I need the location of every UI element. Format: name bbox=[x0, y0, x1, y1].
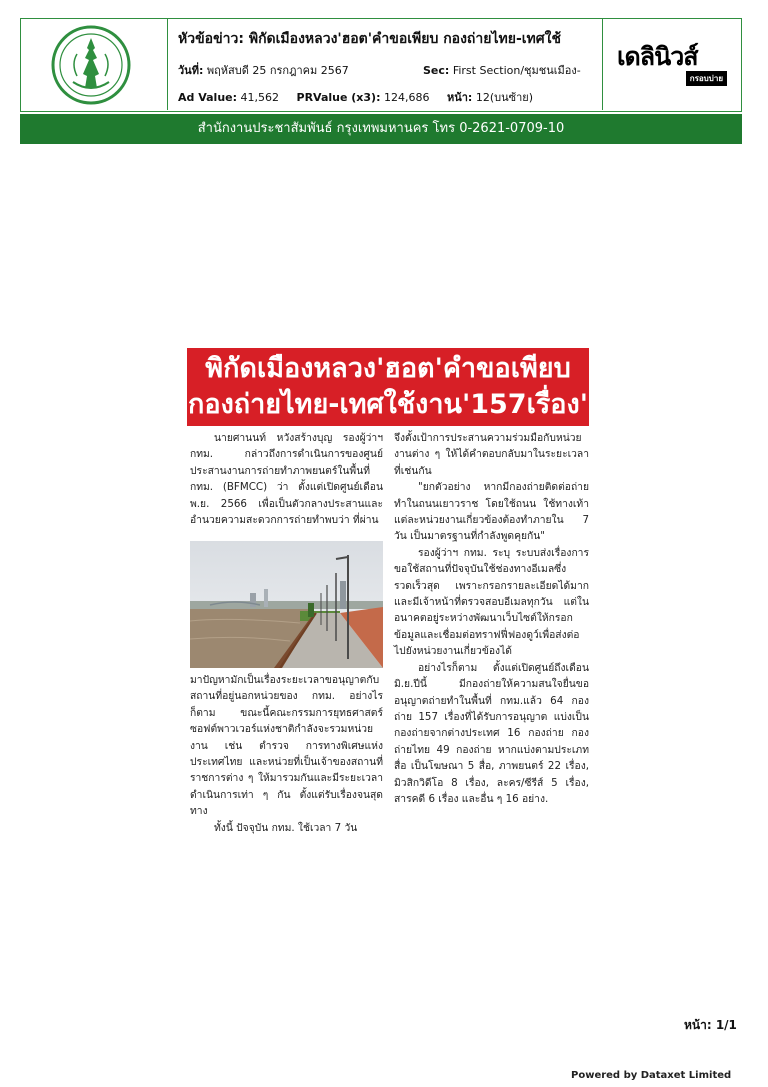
pr-value: 124,686 bbox=[383, 91, 430, 104]
article-title bbox=[187, 348, 589, 426]
pr-value-label: PRValue (x3): bbox=[296, 91, 381, 104]
section-info bbox=[423, 61, 581, 79]
title-line-1: พิกัดเมืองหลวง'ฮอต'คำขอเพียบ bbox=[205, 353, 571, 384]
page-number: หน้า: 1/1 bbox=[684, 1018, 737, 1032]
ad-value: 41,562 bbox=[240, 91, 280, 104]
brand-cell bbox=[602, 19, 741, 110]
headline-text: พิกัดเมืองหลวง'ฮอต'คำขอเพียบ กองถ่ายไทย-เทศใช้ bbox=[248, 31, 561, 47]
riverside-photo bbox=[190, 541, 383, 668]
paragraph: "ยกตัวอย่าง หากมีกองถ่ายติดต่อถ่ายทำในถนนเยาวราช โดยใช้ถนน ใช้ทางเท้า แต่ละหน่วยงานเกี่ยวข้องต้องทำภายใน 7 วัน เป็นมาตรฐานที่กำลังพูดคุยกัน" bbox=[394, 481, 589, 543]
value-row bbox=[178, 88, 533, 106]
right-column bbox=[394, 430, 589, 807]
clipping-header bbox=[20, 18, 742, 112]
bma-logo-cell bbox=[21, 19, 168, 110]
dailynews-logo bbox=[617, 43, 727, 89]
section-label: Sec: bbox=[423, 64, 450, 77]
paragraph: จึงตั้งเป้าการประสานความร่วมมือกับหน่วยงานต่าง ๆ ให้ได้คำตอบกลับมาในระยะเวลาที่เช่นกัน bbox=[394, 432, 589, 477]
headline-row bbox=[178, 28, 602, 50]
ad-value-label: Ad Value: bbox=[178, 91, 238, 104]
river-walkway-image bbox=[190, 541, 383, 668]
paragraph: มาปัญหามักเป็นเรื่องระยะเวลาขอนุญาตกับสถานที่อยู่นอกหน่วยของ กทม. อย่างไรก็ตาม ขณะนี้คณะกรรมการยุทธศาสตร์ซอฟต์พาวเวอร์แห่งชาติกำลังจะรวมหน่วยงาน เช่น ตำรวจ การทางพิเศษแห่งประเทศไทย และหน่วยที่เป็นเจ้าของสถานที่ราชการต่าง ๆ ให้มารวมกันและมีระยะเวลาดำเนินการเท่า ๆ กัน ตั้งแต่รับเรื่องจนสุดทาง bbox=[190, 674, 383, 818]
title-line-2: กองถ่ายไทย-เทศใช้งาน'157เรื่อง' bbox=[188, 389, 588, 420]
page-value: 12(บนซ้าย) bbox=[475, 91, 534, 104]
section-value: First Section/ชุมชนเมือง- bbox=[452, 64, 581, 77]
paragraph: ทั้งนี้ ปัจจุบัน กทม. ใช้เวลา 7 วัน bbox=[214, 821, 358, 834]
page-label: หน้า: bbox=[446, 91, 473, 104]
left-column-bottom bbox=[190, 672, 383, 836]
headline-label: หัวข้อข่าว: bbox=[178, 31, 244, 47]
paragraph: อย่างไรก็ตาม ตั้งแต่เปิดศูนย์ถึงเดือน มิ.ย.ปีนี้ มีกองถ่ายให้ความสนใจยื่นขออนุญาตถ่ายทำในพื้นที่ กทม.แล้ว 64 กองถ่าย 157 เรื่องที่ได้รับการอนุญาต แบ่งเป็น กองถ่ายจากต่างประเทศ 16 กองถ่าย กองถ่ายไทย 49 กองถ่าย หากแบ่งตามประเภทสื่อ เป็นโฆษณา 5 สื่อ, ภาพยนตร์ 22 เรื่อง, มิวสิกวิดีโอ 8 เรื่อง, ละคร/ซีรีส์ 5 เรื่อง, สารคดี 6 เรื่อง และอื่น ๆ 16 อย่าง. bbox=[394, 661, 589, 805]
brand-name: เดลินิวส์ bbox=[617, 42, 698, 71]
powered-by: Powered by Dataxet Limited bbox=[571, 1070, 732, 1081]
date-row bbox=[178, 61, 602, 79]
date-label: วันที่: bbox=[178, 64, 204, 77]
left-column-top bbox=[190, 430, 383, 538]
brand-tag: กรอบบ่าย bbox=[686, 71, 727, 86]
date-value: พฤหัสบดี 25 กรกฎาคม 2567 bbox=[206, 64, 349, 77]
bma-seal-icon bbox=[49, 24, 133, 106]
paragraph: นายศานนท์ หวังสร้างบุญ รองผู้ว่าฯ กทม. กล่าวถึงการดำเนินการของศูนย์ประสานงานการถ่ายทำภาพยนตร์ในพื้นที่ กทม. (BFMCC) ว่า ตั้งแต่เปิดศูนย์เดือน พ.ย. 2566 เพื่อเป็นตัวกลางประสานและอำนวยความสะดวกการถ่ายทำพบว่า ที่ผ่าน bbox=[190, 432, 383, 527]
contact-bar: สำนักงานประชาสัมพันธ์ กรุงเทพมหานคร โทร 0-2621-0709-10 bbox=[20, 114, 742, 144]
news-clipping bbox=[187, 348, 589, 850]
clipping-info bbox=[168, 19, 602, 110]
paragraph: รองผู้ว่าฯ กทม. ระบุ ระบบส่งเรื่องการขอใช้สถานที่ปัจจุบันใช้ช่องทางอีเมลซึ่งรวดเร็วสุด เพราะกรอกรายละเอียดได้มาก และมีเจ้าหน้าที่ตรวจสอบอีเมลทุกวัน แต่ในอนาคตอยู่ระหว่างพัฒนาเว็บไซต์ให้กรอกข้อมูลและเชื่อมต่อทราฟฟี่ฟองดูว์เพื่อส่งต่อไปยังหน่วยงานเกี่ยวข้องได้ bbox=[394, 546, 589, 658]
